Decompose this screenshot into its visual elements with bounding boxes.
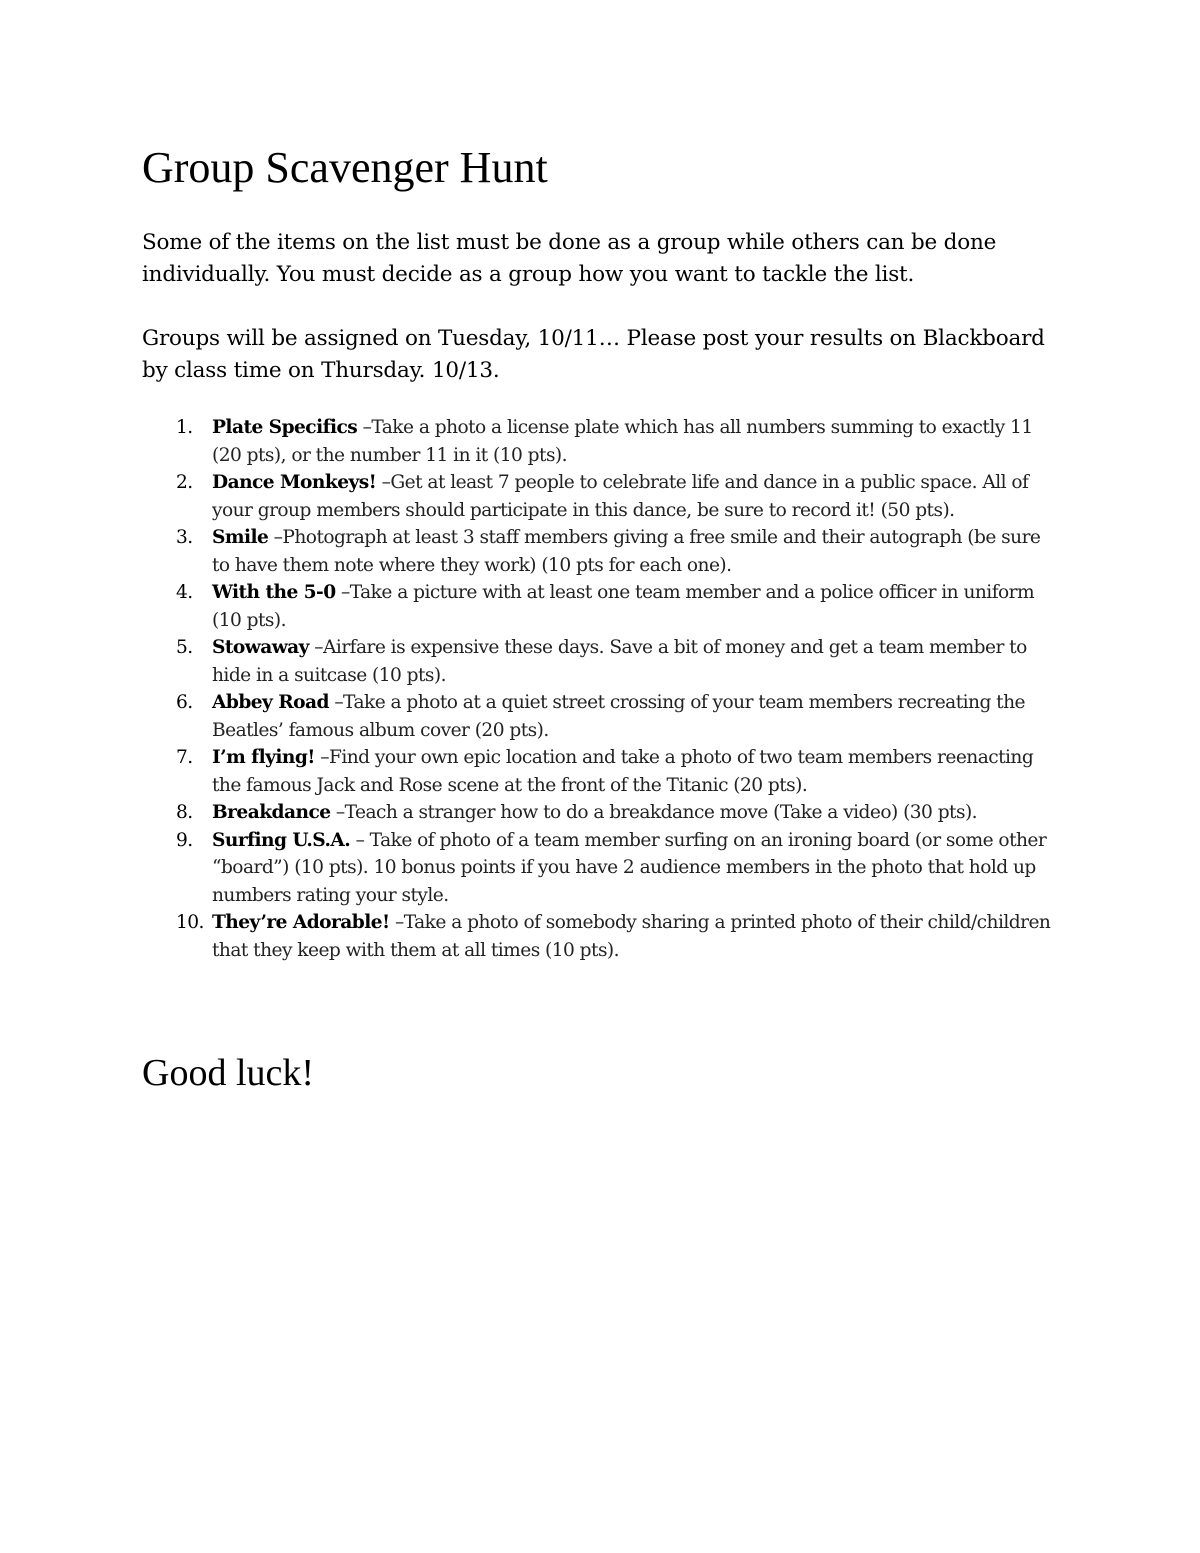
task-name: I’m flying! xyxy=(212,747,315,768)
task-description: –Take a photo a license plate which has all numbers summing to exactly 11 (20 pts), or the number 11 in it (10 pts). xyxy=(212,417,1033,466)
task-description: –Take a picture with at least one team member and a police officer in uniform (10 pts). xyxy=(212,582,1035,631)
task-name: Breakdance xyxy=(212,802,331,823)
task-description: –Take a photo of somebody sharing a printed photo of their child/children that they keep with them at all times (10 pts). xyxy=(212,912,1051,961)
list-item xyxy=(142,634,1054,689)
task-description: –Teach a stranger how to do a breakdance move (Take a video) (30 pts). xyxy=(330,802,978,823)
item-number: 10. xyxy=(176,912,204,933)
item-number: 4. xyxy=(176,582,193,603)
item-number: 6. xyxy=(176,692,193,713)
list-item xyxy=(142,524,1054,579)
task-description: –Get at least 7 people to celebrate life and dance in a public space. All of your group members should participate in this dance, be sure to record it! (50 pts). xyxy=(212,472,1029,521)
closing-text: Good luck! xyxy=(142,1052,315,1094)
task-name: With the 5-0 xyxy=(212,582,336,603)
task-name: Surfing U.S.A. xyxy=(212,829,351,851)
list-item xyxy=(142,469,1054,524)
list-item xyxy=(142,579,1054,634)
assignment-paragraph: Groups will be assigned on Tuesday, 10/11… Please post your results on Blackboard by class time on Thursday. 10/13. xyxy=(142,326,1045,383)
list-item xyxy=(142,744,1054,799)
list-item xyxy=(142,909,1054,964)
task-description: – Take of photo of a team member surfing on an ironing board (or some other “board”) (10 pts). 10 bonus points if you have 2 audience members in the photo that hold up numbers rating your style. xyxy=(212,829,1047,906)
task-name: Abbey Road xyxy=(212,692,329,713)
item-number: 2. xyxy=(176,472,193,493)
item-number: 8. xyxy=(176,802,193,823)
task-description: –Take a photo at a quiet street crossing of your team members recreating the Beatles’ famous album cover (20 pts). xyxy=(212,692,1025,741)
item-number: 1. xyxy=(176,417,193,438)
task-name: Smile xyxy=(212,527,269,548)
task-description: –Airfare is expensive these days. Save a bit of money and get a team member to hide in a suitcase (10 pts). xyxy=(212,637,1027,686)
item-number: 7. xyxy=(176,747,193,768)
intro-paragraph: Some of the items on the list must be done as a group while others can be done individually. You must decide as a group how you want to tackle the list. xyxy=(142,230,997,287)
page-title: Group Scavenger Hunt xyxy=(142,143,548,192)
list-item xyxy=(142,414,1054,469)
task-name: Plate Specifics xyxy=(212,417,358,438)
item-number: 9. xyxy=(176,829,193,851)
task-description: –Photograph at least 3 staff members giving a free smile and their autograph (be sure to have them note where they work) (10 pts for each one). xyxy=(212,527,1041,576)
task-name: They’re Adorable! xyxy=(212,912,390,933)
list-item xyxy=(142,689,1054,744)
task-list xyxy=(142,414,1054,964)
task-name: Dance Monkeys! xyxy=(212,472,377,493)
list-item xyxy=(142,827,1054,910)
item-number: 5. xyxy=(176,637,193,658)
list-item xyxy=(142,799,1054,827)
task-description: –Find your own epic location and take a photo of two team members reenacting the famous Jack and Rose scene at the front of the Titanic (20 pts). xyxy=(212,747,1034,796)
task-name: Stowaway xyxy=(212,637,309,658)
item-number: 3. xyxy=(176,527,193,548)
